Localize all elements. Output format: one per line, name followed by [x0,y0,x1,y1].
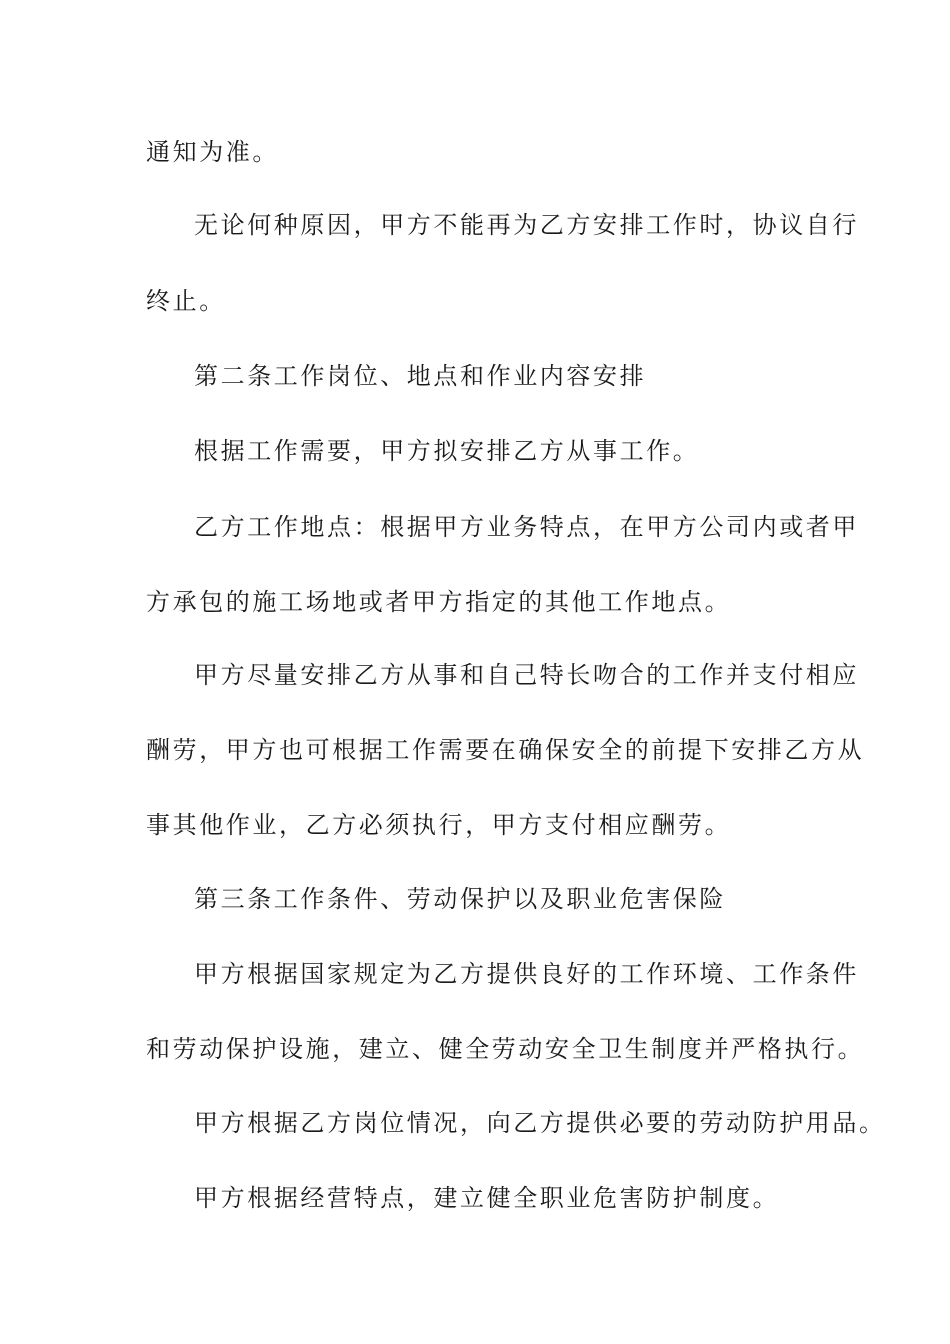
section-heading: 第二条工作岗位、地点和作业内容安排 [194,362,647,390]
text-line: 乙方工作地点：根据甲方业务特点，在甲方公司内或者甲 [194,513,859,541]
text-line: 甲方根据国家规定为乙方提供良好的工作环境、工作条件 [194,960,859,988]
text-line: 根据工作需要，甲方拟安排乙方从事工作。 [194,437,700,465]
text-line: 甲方尽量安排乙方从事和自己特长吻合的工作并支付相应 [194,661,859,689]
text-line: 甲方根据经营特点，建立健全职业危害防护制度。 [194,1184,780,1212]
text-line: 终止。 [146,287,226,315]
text-line: 和劳动保护设施，建立、健全劳动安全卫生制度并严格执行。 [146,1035,865,1063]
section-heading: 第三条工作条件、劳动保护以及职业危害保险 [194,885,726,913]
text-line: 甲方根据乙方岗位情况，向乙方提供必要的劳动防护用品。 [194,1109,886,1137]
text-line: 事其他作业，乙方必须执行，甲方支付相应酬劳。 [146,811,732,839]
text-line: 酬劳，甲方也可根据工作需要在确保安全的前提下安排乙方从 [146,736,865,764]
text-line: 无论何种原因，甲方不能再为乙方安排工作时，协议自行 [194,211,859,239]
text-line: 方承包的施工场地或者甲方指定的其他工作地点。 [146,588,732,616]
text-line: 通知为准。 [146,138,279,166]
